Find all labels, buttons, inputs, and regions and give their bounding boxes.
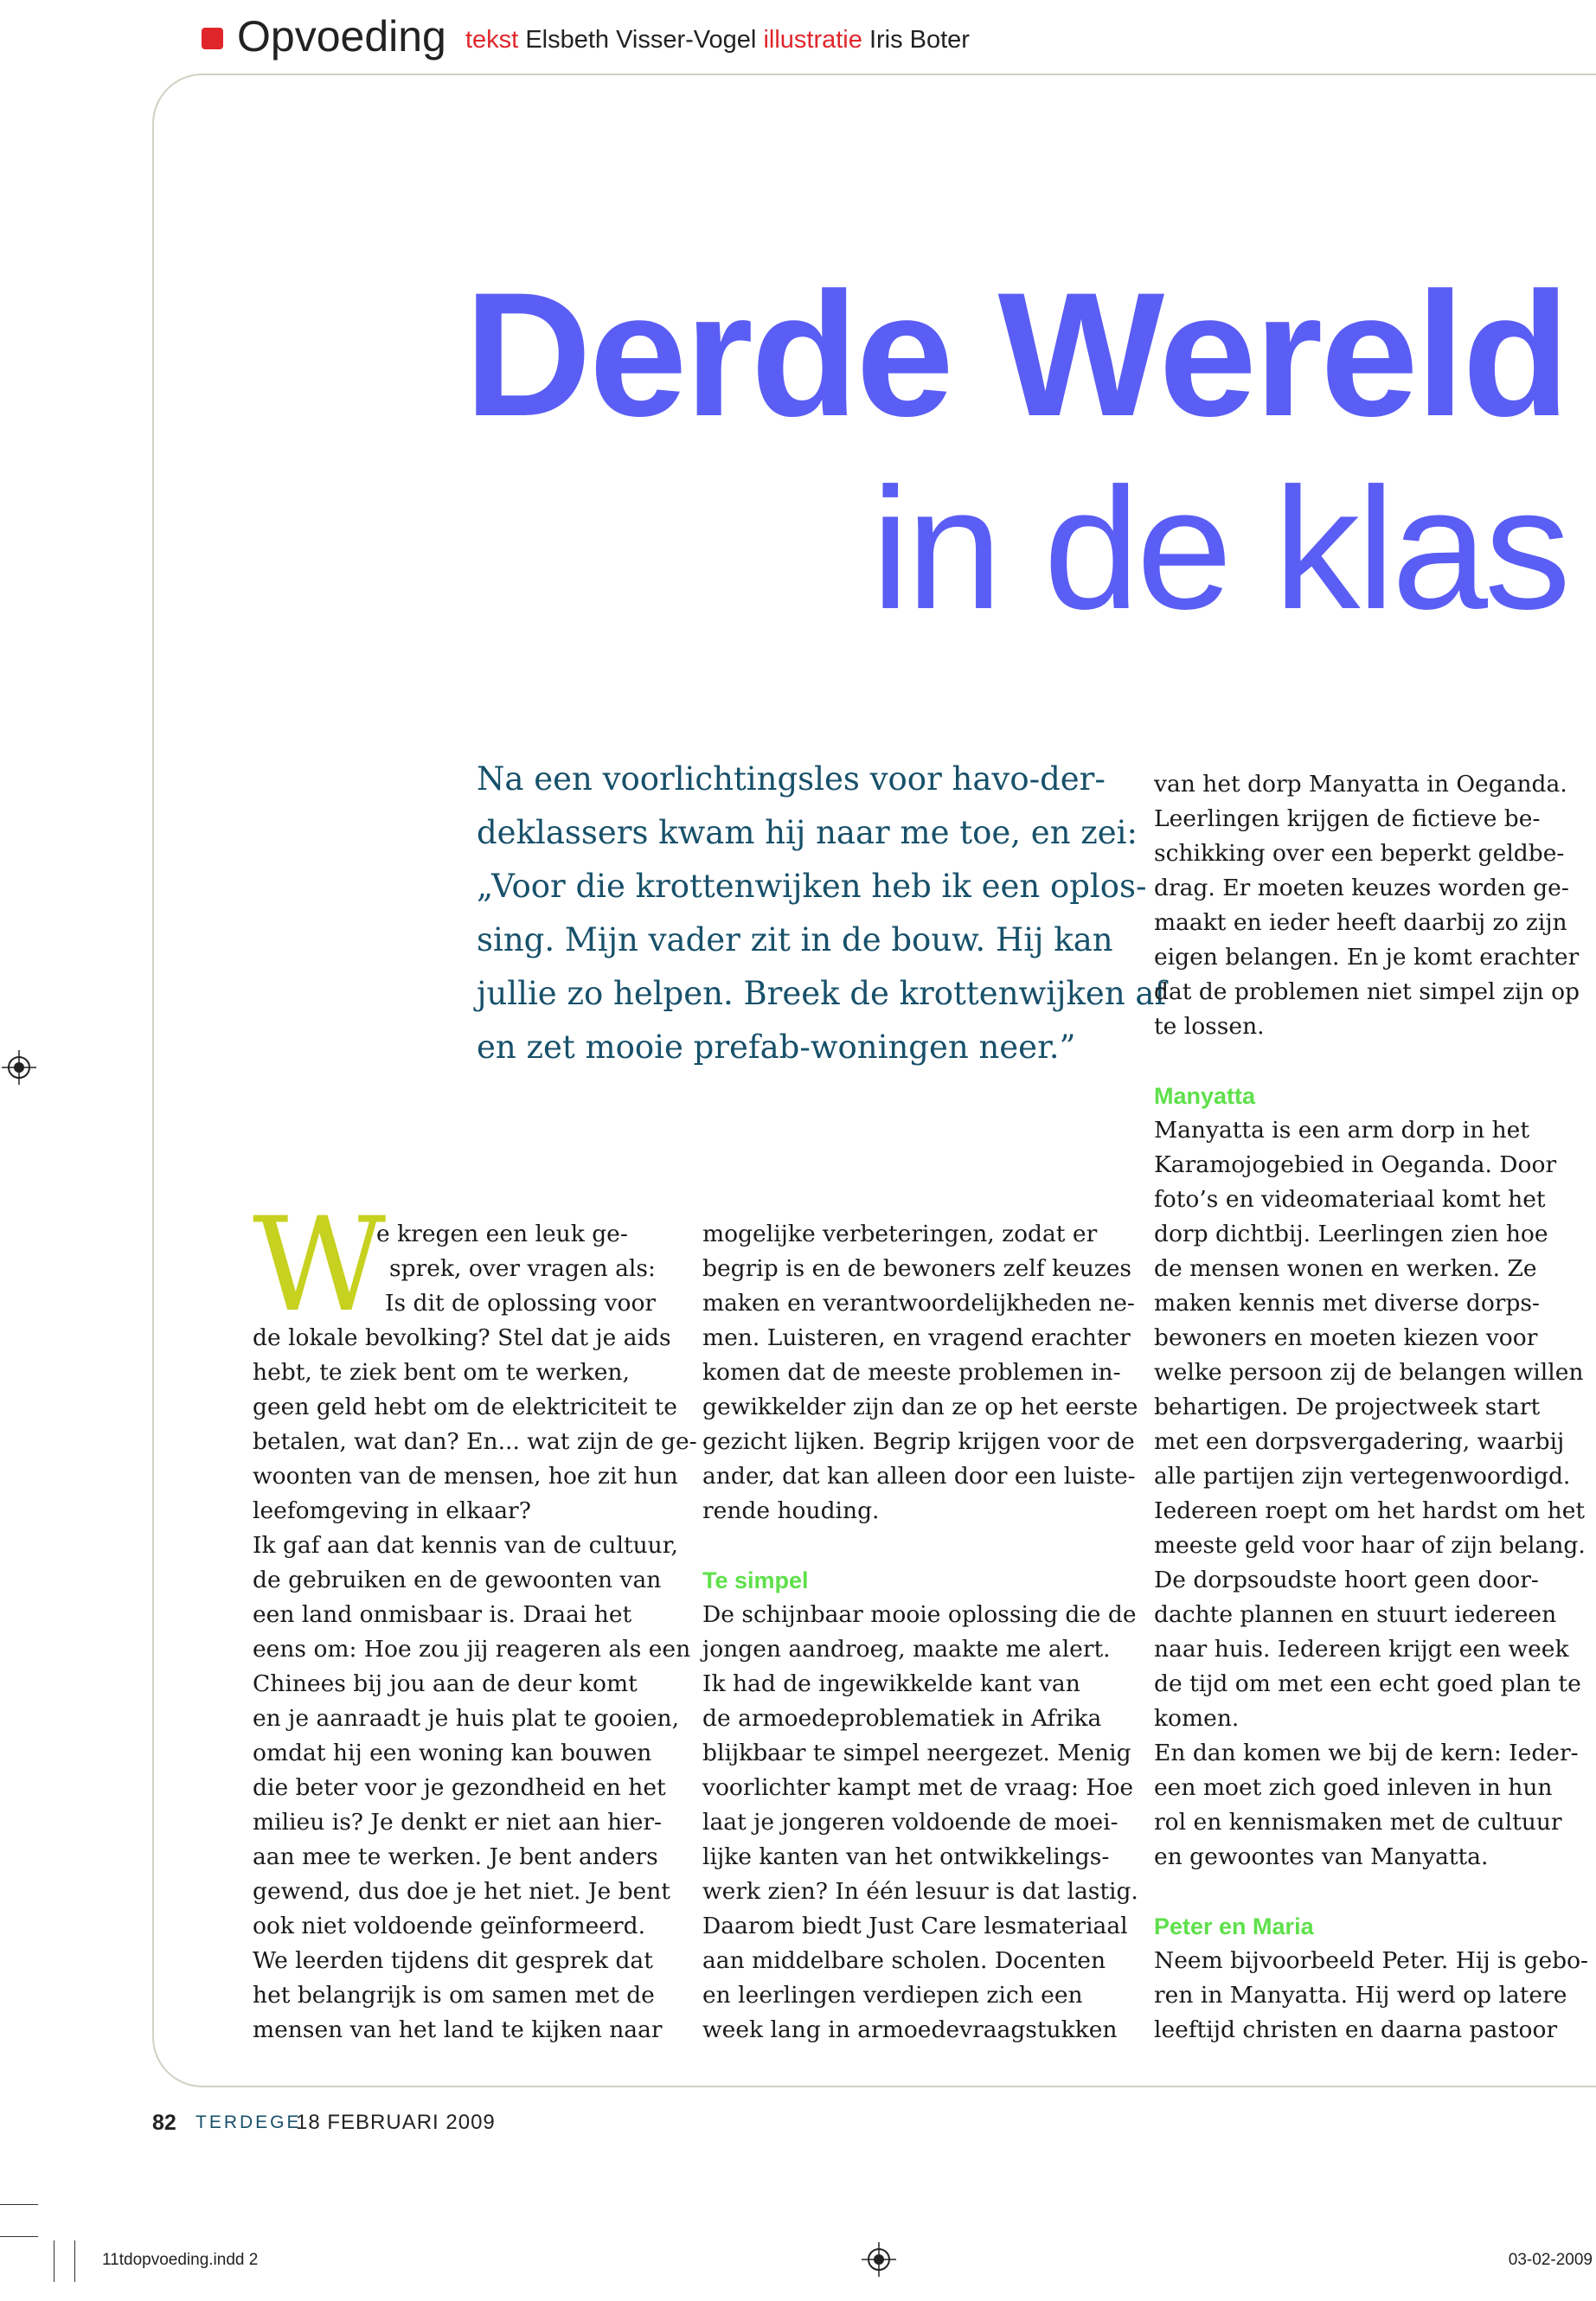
- subheading-manyatta: Manyatta: [1154, 1083, 1256, 1109]
- body-line: Neem bijvoorbeeld Peter. Hij is gebo-: [1154, 1947, 1588, 1974]
- registration-mark-icon: [860, 2240, 898, 2279]
- body-line: En dan komen we bij de kern: Ieder-: [1154, 1740, 1579, 1766]
- body-line: De schijnbaar mooie oplossing die de: [702, 1601, 1137, 1628]
- crop-mark: [0, 2236, 38, 2237]
- body-line: te lossen.: [1154, 1013, 1265, 1040]
- body-line: werk zien? In één lesuur is dat lastig.: [702, 1878, 1138, 1905]
- body-line: en leerlingen verdiepen zich een: [702, 1982, 1083, 2009]
- body-line: dat de problemen niet simpel zijn op: [1154, 978, 1580, 1005]
- body-line: blijkbaar te simpel neergezet. Menig: [702, 1740, 1131, 1766]
- body-line: milieu is? Je denkt er niet aan hier-: [253, 1809, 663, 1836]
- body-line: drag. Er moeten keuzes worden ge-: [1154, 875, 1569, 901]
- body-line: behartigen. De projectweek start: [1154, 1394, 1541, 1420]
- body-line: week lang in armoedevraagstukken: [702, 2016, 1118, 2043]
- body-line: naar huis. Iedereen krijgt een week: [1154, 1636, 1569, 1663]
- body-line: rol en kennismaken met de cultuur: [1154, 1809, 1562, 1836]
- body-line: Ik gaf aan dat kennis van de cultuur,: [253, 1532, 678, 1559]
- body-line: welke persoon zij de belangen willen: [1154, 1359, 1584, 1386]
- credits: [465, 24, 970, 55]
- intro-paragraph: [477, 753, 1167, 1074]
- page-number: 82: [152, 2111, 176, 2135]
- body-line: gezicht lijken. Begrip krijgen voor de: [702, 1428, 1135, 1455]
- body-line: Ik had de ingewikkelde kant van: [702, 1670, 1080, 1697]
- body-line: men. Luisteren, en vragend erachter: [702, 1324, 1131, 1351]
- column-2: [702, 1217, 1138, 2048]
- body-line: Daarom biedt Just Care lesmateriaal: [702, 1913, 1128, 1939]
- body-line: betalen, wat dan? En... wat zijn de ge-: [253, 1428, 697, 1455]
- intro-line: en zet mooie prefab-woningen neer.”: [477, 1029, 1076, 1066]
- body-line: Iedereen roept om het hardst om het: [1154, 1497, 1586, 1524]
- body-line: een moet zich goed inleven in hun: [1154, 1774, 1553, 1801]
- text-label: tekst: [465, 26, 519, 54]
- intro-line: Na een voorlichtingsles voor havo-der-: [477, 760, 1106, 798]
- intro-line: sing. Mijn vader zit in de bouw. Hij kan: [477, 921, 1113, 958]
- section-marker: [202, 28, 223, 49]
- body-line: voorlichter kampt met de vraag: Hoe: [702, 1774, 1134, 1801]
- body-line: gewend, dus doe je het niet. Je bent: [253, 1878, 670, 1905]
- body-line: eens om: Hoe zou jij reageren als een: [253, 1636, 691, 1663]
- body-line: de mensen wonen en werken. Ze: [1154, 1255, 1537, 1282]
- body-line: de tijd om met een echt goed plan te: [1154, 1670, 1581, 1697]
- author: Elsbeth Visser-Vogel: [525, 26, 757, 54]
- body-line: mensen van het land te kijken naar: [253, 2016, 663, 2043]
- body-line: die beter voor je gezondheid en het: [253, 1774, 666, 1801]
- body-line: aan middelbare scholen. Docenten: [702, 1947, 1106, 1974]
- slug-filename: 11tdopvoeding.indd 2: [102, 2251, 259, 2269]
- body-line: begrip is en de bewoners zelf keuzes: [702, 1255, 1132, 1282]
- body-line: en je aanraadt je huis plat te gooien,: [253, 1705, 680, 1732]
- body-line: woonten van de mensen, hoe zit hun: [253, 1463, 678, 1490]
- body-line: Chinees bij jou aan de deur komt: [253, 1670, 638, 1697]
- body-line: Leerlingen krijgen de fictieve be-: [1154, 805, 1541, 832]
- body-line: meeste geld voor haar of zijn belang.: [1154, 1532, 1586, 1559]
- body-line: alle partijen zijn vertegenwoordigd.: [1154, 1463, 1571, 1490]
- registration-mark-icon: [0, 1048, 38, 1086]
- body-line: de lokale bevolking? Stel dat je aids: [253, 1324, 671, 1351]
- body-line: ander, dat kan alleen door een luiste-: [702, 1463, 1136, 1490]
- illustration-label: illustratie: [763, 26, 862, 54]
- magazine-name: TERDEGE: [195, 2112, 302, 2132]
- body-line: schikking over een beperkt geldbe-: [1154, 840, 1565, 867]
- body-line: ook niet voldoende geïnformeerd.: [253, 1913, 645, 1939]
- body-line: dachte plannen en stuurt iedereen: [1154, 1601, 1557, 1628]
- subheading-te-simpel: Te simpel: [702, 1567, 809, 1593]
- body-line: aan mee te werken. Je bent anders: [253, 1843, 658, 1870]
- body-line: De dorpsoudste hoort geen door-: [1154, 1567, 1539, 1593]
- intro-line: jullie zo helpen. Breek de krottenwijken af: [477, 975, 1167, 1012]
- body-line: lijke kanten van het ontwikkelings-: [702, 1843, 1110, 1870]
- body-line: dorp dichtbij. Leerlingen zien hoe: [1154, 1221, 1548, 1247]
- body-line: leeftijd christen en daarna pastoor: [1154, 2016, 1558, 2043]
- body-line: eigen belangen. En je komt erachter: [1154, 944, 1580, 971]
- body-line: de armoedeproblematiek in Afrika: [702, 1705, 1102, 1732]
- subheadline: in de klas: [871, 452, 1567, 645]
- body-line: mogelijke verbeteringen, zodat er: [702, 1221, 1098, 1247]
- body-line: komen.: [1154, 1705, 1240, 1732]
- body-line: laat je jongeren voldoende de moei-: [702, 1809, 1118, 1836]
- body-line: We leerden tijdens dit gesprek dat: [253, 1947, 653, 1974]
- drop-cap: W: [253, 1190, 387, 1341]
- body-line: maken en verantwoordelijkheden ne-: [702, 1290, 1135, 1317]
- intro-line: deklassers kwam hij naar me toe, en zei:: [477, 814, 1138, 851]
- body-line: Karamojogebied in Oeganda. Door: [1154, 1151, 1557, 1178]
- body-line: e kregen een leuk ge-: [376, 1221, 628, 1247]
- body-line: rende houding.: [702, 1497, 880, 1524]
- body-line: omdat hij een woning kan bouwen: [253, 1740, 652, 1766]
- slug-date: 03-02-2009: [1508, 2251, 1593, 2269]
- issue-date: 18 FEBRUARI 2009: [296, 2111, 496, 2134]
- illustrator: Iris Boter: [869, 26, 970, 54]
- column-1: [253, 1217, 697, 2048]
- body-line: komen dat de meeste problemen in-: [702, 1359, 1121, 1386]
- subheading-peter-en-maria: Peter en Maria: [1154, 1913, 1314, 1939]
- body-line: maken kennis met diverse dorps-: [1154, 1290, 1540, 1317]
- body-line: met een dorpsvergadering, waarbij: [1154, 1428, 1565, 1455]
- body-line: leefomgeving in elkaar?: [253, 1497, 531, 1524]
- section-title: Opvoeding: [237, 12, 446, 61]
- body-line: van het dorp Manyatta in Oeganda.: [1154, 771, 1567, 798]
- body-line: geen geld hebt om de elektriciteit te: [253, 1394, 677, 1420]
- body-line: het belangrijk is om samen met de: [253, 1982, 655, 2009]
- intro-line: „Voor die krottenwijken heb ik een oplos-: [477, 868, 1147, 905]
- body-line: gewikkelder zijn dan ze op het eerste: [702, 1394, 1138, 1420]
- body-line: de gebruiken en de gewoonten van: [253, 1567, 662, 1593]
- body-line: Manyatta is een arm dorp in het: [1154, 1117, 1530, 1144]
- crop-mark: [0, 2204, 38, 2205]
- body-line: en gewoontes van Manyatta.: [1154, 1843, 1489, 1870]
- body-line: foto’s en videomateriaal komt het: [1154, 1186, 1546, 1213]
- body-line: bewoners en moeten kiezen voor: [1154, 1324, 1538, 1351]
- headline: Derde Wereld: [464, 256, 1567, 453]
- body-line: hebt, te ziek bent om te werken,: [253, 1359, 630, 1386]
- body-line: maakt en ieder heeft daarbij zo zijn: [1154, 909, 1567, 936]
- crop-mark: [74, 2240, 75, 2282]
- body-line: ren in Manyatta. Hij werd op latere: [1154, 1982, 1567, 2009]
- body-line: jongen aandroeg, maakte me alert.: [702, 1636, 1111, 1663]
- column-3: [1154, 767, 1596, 2048]
- body-line: een land onmisbaar is. Draai het: [253, 1601, 632, 1628]
- body-line: sprek, over vragen als:: [389, 1255, 656, 1282]
- body-line: Is dit de oplossing voor: [385, 1290, 657, 1317]
